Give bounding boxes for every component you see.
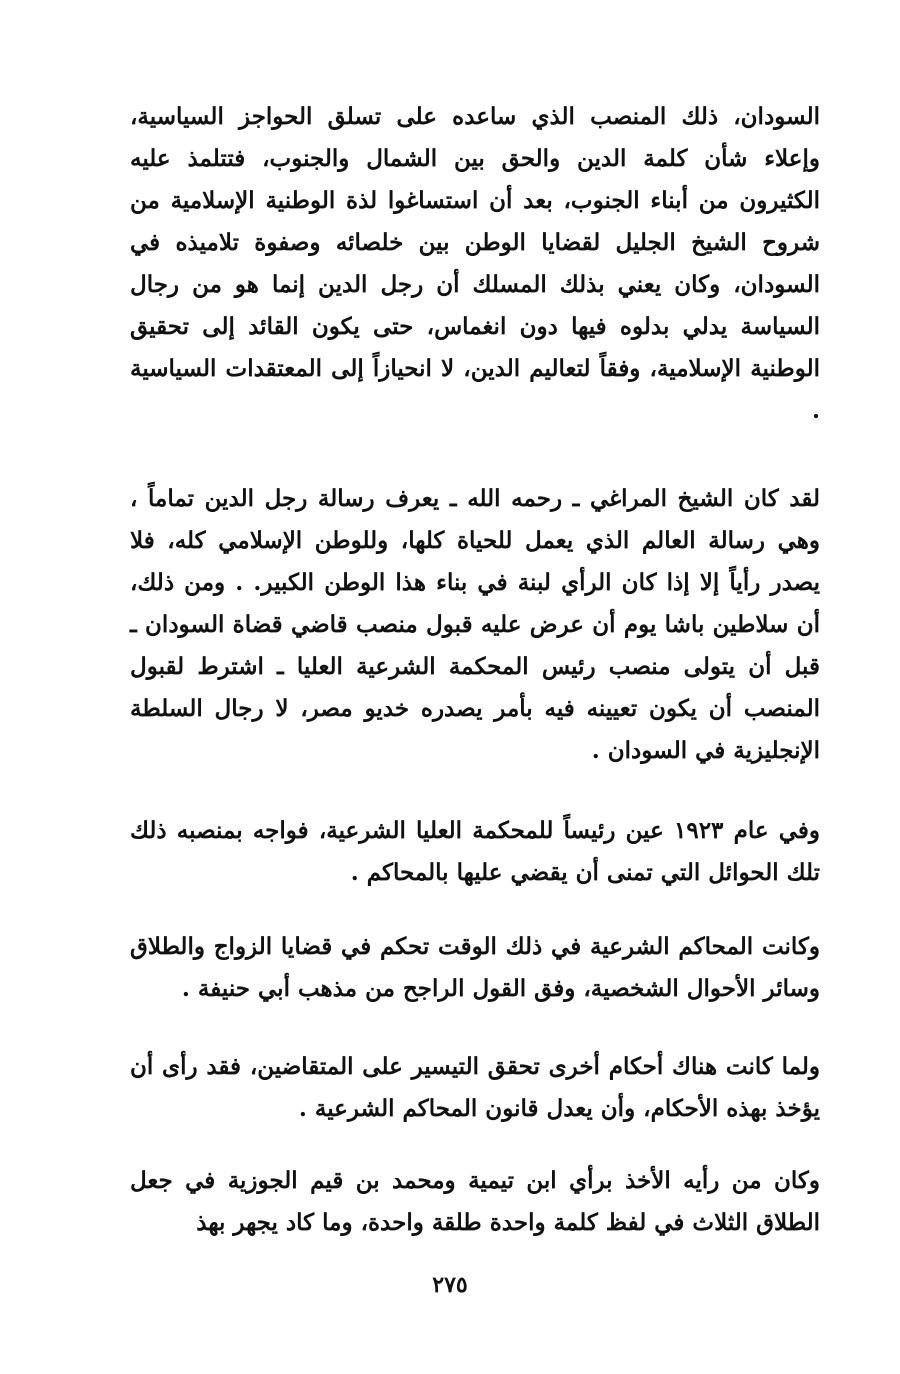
paragraph-3: وفي عام ١٩٢٣ عين رئيساً للمحكمة العليا الشرعية، فواجه بمنصبه ذلك تلك الحوائل التي تمنى أن يقضي عليها بالمحاكم .	[130, 817, 821, 886]
page-number: ٢٧٥	[432, 1272, 468, 1298]
paragraph-1: السودان، ذلك المنصب الذي ساعده على تسلق الحواجز السياسية، وإعلاء شأن كلمة الدين والحق بين الشمال والجنوب، فتتلمذ عليه الكثيرون من أبناء الجنوب، بعد أن استساغوا لذة الوطنية الإسلامية من شروح الشيخ الجليل لقضايا الوطن بين خلصائه وصفوة تلاميذه في السودان، وكان يعني بذلك المسلك أن رجل الدين إنما هو من رجال السياسة يدلي بدلوه فيها دون انغماس، حتى يكون القائد إلى تحقيق الوطنية الإسلامية، وفقاً لتعاليم الدين، لا انحيازاً إلى المعتقدات السياسية .	[130, 103, 820, 424]
paragraph-5: ولما كانت هناك أحكام أخرى تحقق التيسير على المتقاضين، فقد رأى أن يؤخذ بهذه الأحكام، وأن يعدل قانون المحاكم الشرعية .	[130, 1053, 820, 1122]
paragraph-6: وكان من رأيه الأخذ برأي ابن تيمية ومحمد بن قيم الجوزية في جعل الطلاق الثلاث في لفظ كلمة واحدة طلقة واحدة، وما كاد يجهر بهذ	[130, 1167, 820, 1236]
paragraph-4: وكانت المحاكم الشرعية في ذلك الوقت تحكم في قضايا الزواج والطلاق وسائر الأحوال الشخصية، وفق القول الراجح من مذهب أبي حنيفة .	[130, 933, 820, 1002]
paragraph-2: لقد كان الشيخ المراغي ـ رحمه الله ـ يعرف رسالة رجل الدين تماماً ، وهي رسالة العالم الذي يعمل للحياة كلها، وللوطن الإسلامي كله، فلا يصدر رأياً إلا إذا كان الرأي لبنة في بناء هذا الوطن الكبير. . ومن ذلك، أن سلاطين باشا يوم أن عرض عليه قبول منصب قاضي قضاة السودان ـ قبل أن يتولى منصب رئيس المحكمة الشرعية العليا ـ اشترط لقبول المنصب أن يكون تعيينه فيه بأمر يصدره خديو مصر، لا رجال السلطة الإنجليزية في السودان .	[130, 485, 820, 764]
